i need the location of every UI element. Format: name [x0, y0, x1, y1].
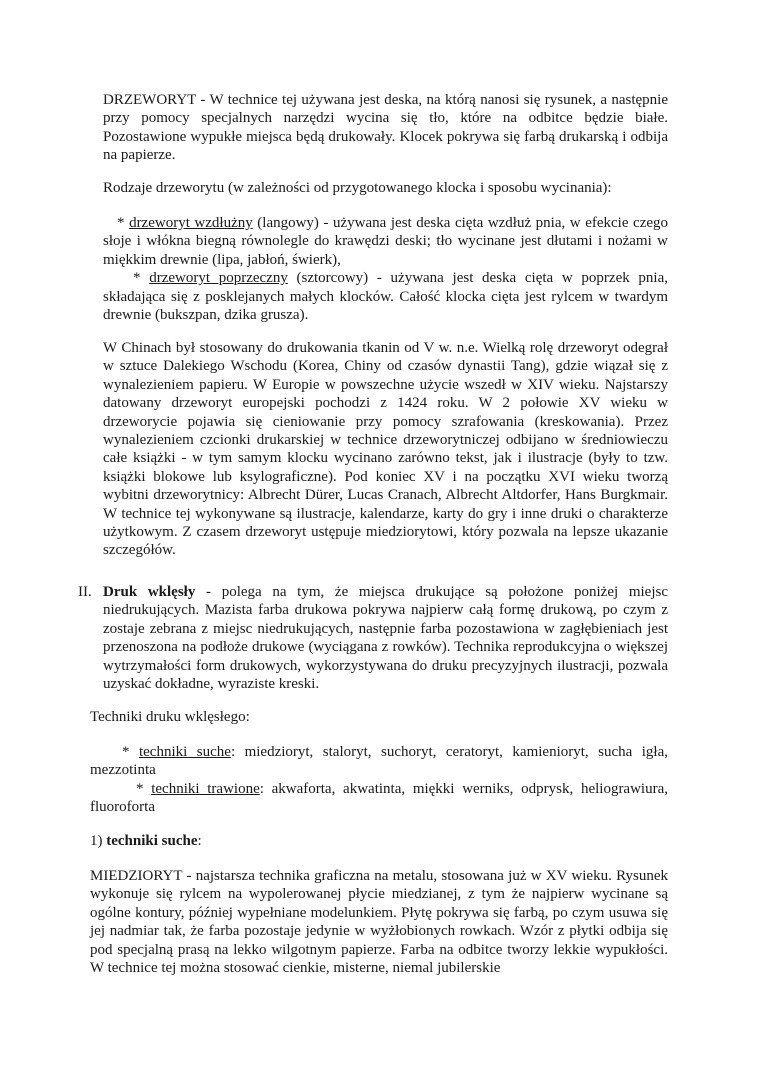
- list-item: [90, 780, 668, 817]
- term-drzeworyt: DRZEWORYT: [103, 92, 197, 108]
- paragraph-text: - najstarsza technika graficzna na metalu, stosowana już w XV wieku. Rysunek wykonuje się rylcem na wypolerowanej płycie miedzianej, z tym że najpierw wycinane są ogólne kontury, później wypełniane modelunkiem. Płytę pokrywa się farbą, po czym usuwa się jej nadmiar tak, że farba pozostaje jedynie w wyżłobionych rowkach. Wzór z płytki odbija się pod specjalną prasą na lekko wilgotnym papierze. Farba na odbitce tworzy lekkie wypukłości. W technice tej można stosować cienkie, misterne, niemal jubilerskie: [90, 868, 668, 977]
- paragraph-text: Rodzaje drzeworytu (w zależności od przygotowanego klocka i sposobu wycinania):: [103, 180, 612, 196]
- paragraph-historia: [103, 339, 668, 560]
- list-item-text: (langowy) - używana jest deska cięta wzdłuż pnia, w efekcie czego słoje i włókna biegną równolegle do krawędzi deski; tło wycinane jest dłutami i nożami w miękkim drewnie (lipa, jabłoń, świerk),: [103, 215, 669, 268]
- list-item: [103, 269, 668, 324]
- term-drzeworyt-poprzeczny: drzeworyt poprzeczny: [149, 270, 288, 287]
- paragraph-text: - W technice tej używana jest deska, na którą nanosi się rysunek, a następnie przy pomocy specjalnych narzędzi wycina się tło, które na odbitce będzie białe. Pozostawione wypukłe miejsca będą drukowały. Klocek pokrywa się farbą drukarską i odbija na papierze.: [103, 92, 668, 164]
- paragraph-drzeworyt: [103, 91, 668, 165]
- list-item-text: : miedzioryt, staloryt, suchoryt, ceratoryt, kamienioryt, sucha igła, mezzotinta: [90, 744, 668, 779]
- term-druk-wklesly: Druk wklęsły: [103, 584, 196, 600]
- heading-suffix: :: [197, 833, 202, 849]
- list-item-text: (sztorcowy) - używana jest deska cięta w poprzek pnia, składająca się z posklejanych małych klocków. Całość klocka cięta jest rylcem w twardym drewnie (bukszpan, dzika grusza).: [103, 270, 669, 324]
- paragraph-druk-wklesly: [103, 583, 668, 693]
- bullet: *: [133, 270, 150, 287]
- section-number: II.: [78, 584, 92, 600]
- paragraph-miedzioryt: [90, 867, 668, 977]
- paragraph-techniki-intro: [90, 708, 668, 726]
- heading-techniki-suche: [90, 832, 668, 850]
- term-miedzioryt: MIEDZIORYT: [90, 868, 183, 884]
- paragraph-text: - polega na tym, że miejsca drukujące są położone poniżej miejsc niedrukujących. Mazista farba drukowa pokrywa najpierw całą formę drukową, po czym z zostaje zebrana z miejsc niedrukujących, następnie farba pozostawiona w zagłębieniach jest przenoszona na podłoże drukowe (wyciągana z rowków). Technika reprodukcyjna o większej wytrzymałości form drukowych, wykorzystywana do druku precyzyjnych ilustracji, pozwala uzyskać dokładne, wyraziste kreski.: [103, 584, 668, 693]
- list-item: [103, 214, 668, 269]
- heading-text: techniki suche: [106, 833, 198, 849]
- list-item: [90, 743, 668, 780]
- paragraph-rodzaje-intro: [103, 179, 668, 197]
- list-rodzaje: [103, 214, 668, 324]
- list-techniki: [90, 743, 668, 817]
- bullet: *: [122, 744, 139, 760]
- term-techniki-trawione: techniki trawione: [151, 780, 260, 797]
- list-item-text: : akwaforta, akwatinta, miękki werniks, odprysk, heliograwiura, fluoroforta: [90, 780, 668, 816]
- term-drzeworyt-wzdluzny: drzeworyt wzdłużny: [129, 215, 253, 231]
- term-techniki-suche: techniki suche: [138, 744, 231, 760]
- paragraph-text: W Chinach był stosowany do drukowania tkanin od V w. n.e. Wielką rolę drzeworyt odegrał w sztuce Dalekiego Wschodu (Korea, Chiny od czasów dynastii Tang), gdzie wiązał się z wynalezieniem papieru. W Europie w powszechne użycie wszedł w XIV wieku. Najstarszy datowany drzeworyt europejski pochodzi z 1424 roku. W 2 połowie XV wieku w drzeworycie pojawia się cieniowanie przy pomocy szrafowania (kreskowania). Przez wynalezieniem czcionki drukarskiej w technice drzeworytniczej odbijano w średniowieczu całe książki - w tym samym klocku wycinano zarówno tekst, jak i ilustracje (były to tzw. książki blokowe lub ksylograficzne). Pod koniec XV i na początku XVI wieku tworzą wybitni drzeworytnicy: Albrecht Dürer, Lucas Cranach, Albrecht Altdorfer, Hans Burgkmair. W technice tej wykonywane są ilustracje, kalendarze, karty do gry i inne druki o charakterze użytkowym. Z czasem drzeworyt ustępuje miedziorytowi, który pozwala na lepsze ukazanie szczegółów.: [103, 340, 668, 559]
- bullet: *: [136, 780, 152, 797]
- paragraph-text: Techniki druku wklęsłego:: [90, 709, 250, 725]
- heading-number: 1): [90, 833, 107, 849]
- bullet: *: [117, 215, 130, 231]
